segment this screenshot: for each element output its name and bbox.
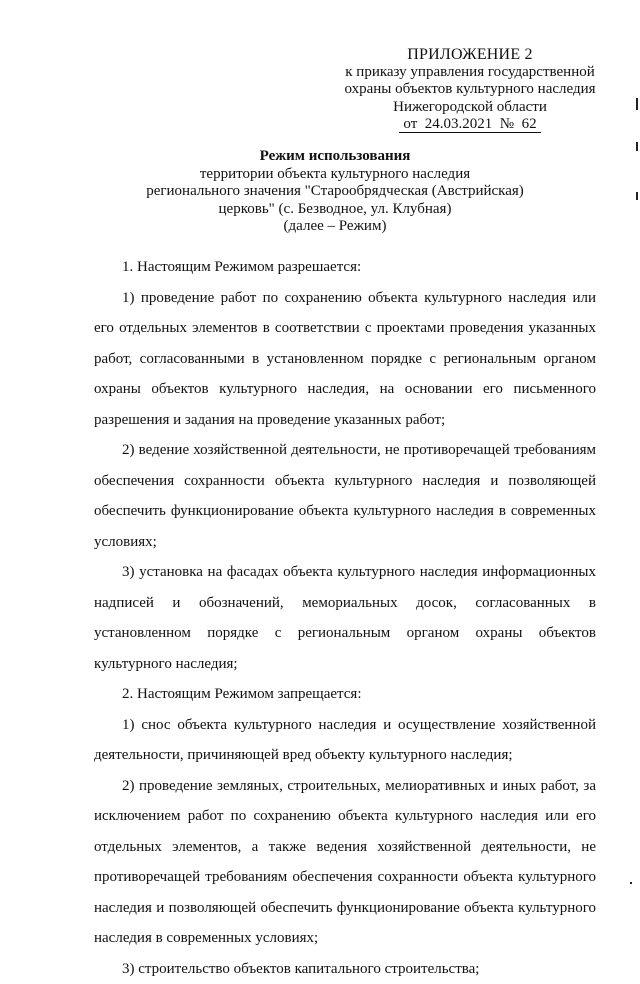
document-body [94,252,596,984]
section-heading-permitted: 1. Настоящим Режимом разрешается: [94,252,596,283]
scan-edge-mark [636,98,638,110]
paragraph: 1) снос объекта культурного наследия и осуществление хозяйственной деятельности, причиняющей вред объекту культурного наследия; [94,710,596,771]
heading-line: территории объекта культурного наследия [120,166,550,184]
paragraph: 3) строительство объектов капитального строительства; [94,954,596,984]
scan-edge-mark [636,142,638,151]
scan-edge-mark [630,882,632,884]
heading-line: церковь" (с. Безводное, ул. Клубная) [120,201,550,219]
scan-edge-mark [636,192,638,200]
regime-heading [120,148,550,236]
paragraph: 3) установка на фасадах объекта культурного наследия информационных надписей и обозначений, мемориальных досок, согласованных в установленном порядке с региональным органом охраны объектов культурного наследия; [94,557,596,679]
regime-title: Режим использования [120,148,550,166]
paragraph: 1) проведение работ по сохранению объекта культурного наследия или его отдельных элементов в соответствии с проектами проведения указанных работ, согласованными в установленном порядке с региональным органом охраны объектов культурного наследия, на основании его письменного разрешения и задания на проведение указанных работ; [94,283,596,436]
appendix-line: охраны объектов культурного наследия [320,81,620,99]
appendix-line: Нижегородской области [320,99,620,117]
appendix-line: к приказу управления государственной [320,64,620,82]
appendix-title: ПРИЛОЖЕНИЕ 2 [320,46,620,64]
section-heading-prohibited: 2. Настоящим Режимом запрещается: [94,679,596,710]
heading-line: (далее – Режим) [120,218,550,236]
paragraph: 2) проведение земляных, строительных, мелиоративных и иных работ, за исключением работ по сохранению объекта культурного наследия или его отдельных элементов, а также ведения хозяйственной деятельности, не противоречащей требованиям обеспечения сохранности объекта культурного наследия и позволяющей обеспечить функционирование объекта культурного наследия в современных условиях; [94,771,596,954]
appendix-date-line: от 24.03.2021 № 62 [399,116,540,133]
heading-line: регионального значения "Старообрядческая (Австрийская) [120,183,550,201]
appendix-block [320,46,620,134]
paragraph: 2) ведение хозяйственной деятельности, не противоречащей требованиям обеспечения сохранности объекта культурного наследия и позволяющей обеспечить функционирование объекта культурного наследия в современных условиях; [94,435,596,557]
